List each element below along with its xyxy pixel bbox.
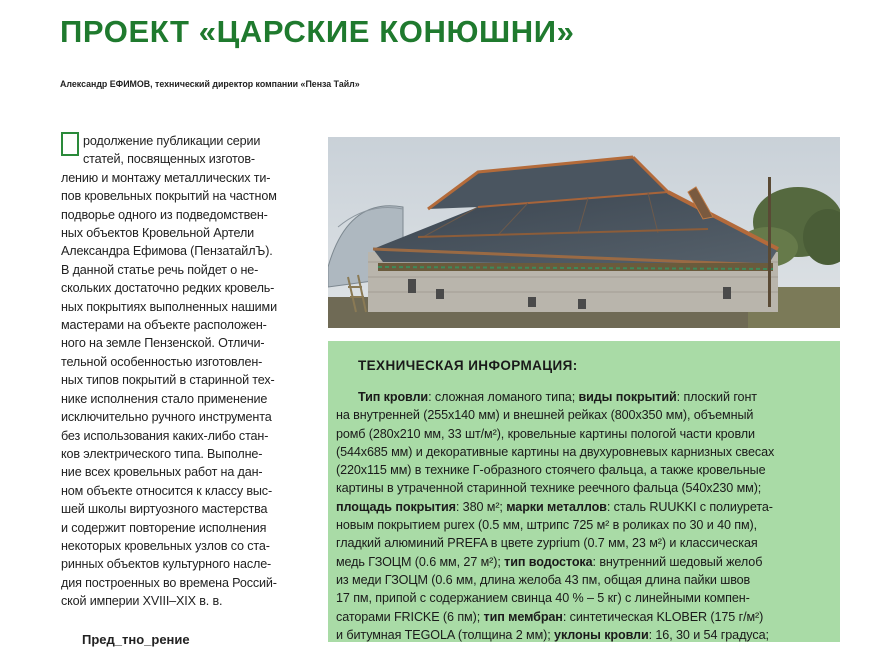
info-line: ромб (280х210 мм, 33 шт/м²), кровельные картины пологой части кровли — [336, 426, 755, 441]
body-line: ном объекте относится к классу выс- — [61, 483, 272, 498]
body-line: ных типов покрытий в старинной тех- — [61, 373, 275, 388]
info-line: новым покрытием purex (0.5 мм, штрипс 725 м² в роликах по 30 и 40 пм), — [336, 518, 758, 533]
info-label: тип мембран — [483, 609, 563, 624]
info-text: и битумная TEGOLA (толщина 2 мм); — [336, 627, 555, 642]
info-line: гладкий алюминий PREFA в цвете zyprium (0.7 мм, 23 м²) и классическая — [336, 536, 758, 551]
body-line: некоторых кровельных узлов со ста- — [61, 538, 270, 553]
info-text: : 380 м²; — [455, 499, 507, 514]
info-label: тип водостока — [504, 554, 593, 569]
technical-info-box — [328, 341, 840, 642]
info-label: марки металлов — [506, 499, 607, 514]
info-label: площадь покрытия — [336, 499, 456, 514]
info-text: саторами FRICKE (6 пм); — [336, 609, 484, 624]
body-line: пов кровельных покрытий на частном — [61, 189, 277, 204]
section-heading: Пред_тно_рение — [82, 632, 190, 647]
body-line: нике исполнения стало применение — [61, 391, 268, 406]
body-line: ние всех кровельных работ на дан- — [61, 465, 263, 480]
body-line: и содержит повторение исполнения — [61, 520, 267, 535]
body-line: ных объектов Кровельной Артели — [61, 226, 255, 241]
info-line — [336, 626, 832, 642]
info-line — [336, 553, 832, 571]
body-line: ных покрытиях выполненных нашими — [61, 299, 277, 314]
body-line: ного на земле Пензенской. Отличи- — [61, 336, 265, 351]
body-line: статей, посвященных изготов- — [83, 152, 255, 167]
info-text: медь ГЗОЦМ (0.6 мм, 27 м²); — [336, 554, 505, 569]
info-text: : сталь RUUKKI с полиурета- — [606, 499, 773, 514]
info-line: картины в утраченной старинной технике реечного фальца (540х230 мм); — [336, 481, 762, 496]
info-text: : сложная ломаного типа; — [428, 390, 579, 404]
info-text: : 16, 30 и 54 градуса; — [648, 627, 769, 642]
info-line — [336, 388, 832, 406]
body-line: В данной статье речь пойдет о не- — [61, 262, 259, 277]
body-line: ринных объектов культурного насле- — [61, 557, 272, 572]
body-line: Александра Ефимова (ПензатайлЪ). — [61, 244, 273, 259]
body-line: шей школы виртуозного мастерства — [61, 502, 268, 517]
info-line: на внутренней (255х140 мм) и внешней рейках (800х350 мм), объемный — [336, 408, 754, 423]
drop-cap-frame — [61, 132, 79, 156]
body-line: ков электрического типа. Выполне- — [61, 446, 263, 461]
body-line: ской империи XVIII–XIX в. в. — [61, 594, 223, 609]
info-heading: ТЕХНИЧЕСКАЯ ИНФОРМАЦИЯ: — [358, 358, 578, 373]
body-line: исключительно ручного инструмента — [61, 410, 272, 425]
info-line: (544х685 мм) и декоративные картины на двухуровневых карнизных свесах — [336, 444, 775, 459]
info-text: : плоский гонт — [676, 390, 757, 404]
body-line: скольких достаточно редких кровель- — [61, 281, 275, 296]
info-label: Тип кровли — [358, 390, 429, 404]
body-line: тельной особенностью изготовлен- — [61, 354, 263, 369]
body-line: подворье одного из подведомствен- — [61, 207, 268, 222]
byline: Александр ЕФИМОВ, технический директор компании «Пенза Тайл» — [60, 79, 360, 90]
info-line — [336, 608, 832, 626]
roof-photo-illustration — [328, 137, 840, 328]
info-line: 17 пм, припой с содержанием свинца 40 % – 5 кг) с линейными компен- — [336, 591, 750, 606]
body-line: лению и монтажу металлических ти- — [61, 170, 271, 185]
info-text: : внутренний шедовый желоб — [592, 554, 763, 569]
roof-photo — [328, 137, 840, 328]
info-line: из меди ГЗОЦМ (0.6 мм, длина желоба 43 пм, общая длина пайки швов — [336, 572, 751, 587]
body-line: дия построенных во времена Россий- — [61, 575, 277, 590]
body-line: мастерами на объекте расположен- — [61, 318, 267, 333]
article-body — [61, 132, 311, 611]
info-label: уклоны кровли — [554, 627, 649, 642]
info-label: виды покрытий — [578, 390, 677, 404]
info-line — [336, 498, 832, 516]
body-line: родолжение публикации серии — [83, 134, 261, 148]
article-title: ПРОЕКТ «ЦАРСКИЕ КОНЮШНИ» — [60, 14, 575, 49]
info-line: (220х115 мм) в технике Г-образного стоячего фальца, а также кровельные — [336, 463, 766, 478]
info-text: : синтетическая KLOBER (175 г/м²) — [562, 609, 764, 624]
body-line: без использования каких-либо стан- — [61, 428, 269, 443]
info-body — [336, 388, 832, 642]
